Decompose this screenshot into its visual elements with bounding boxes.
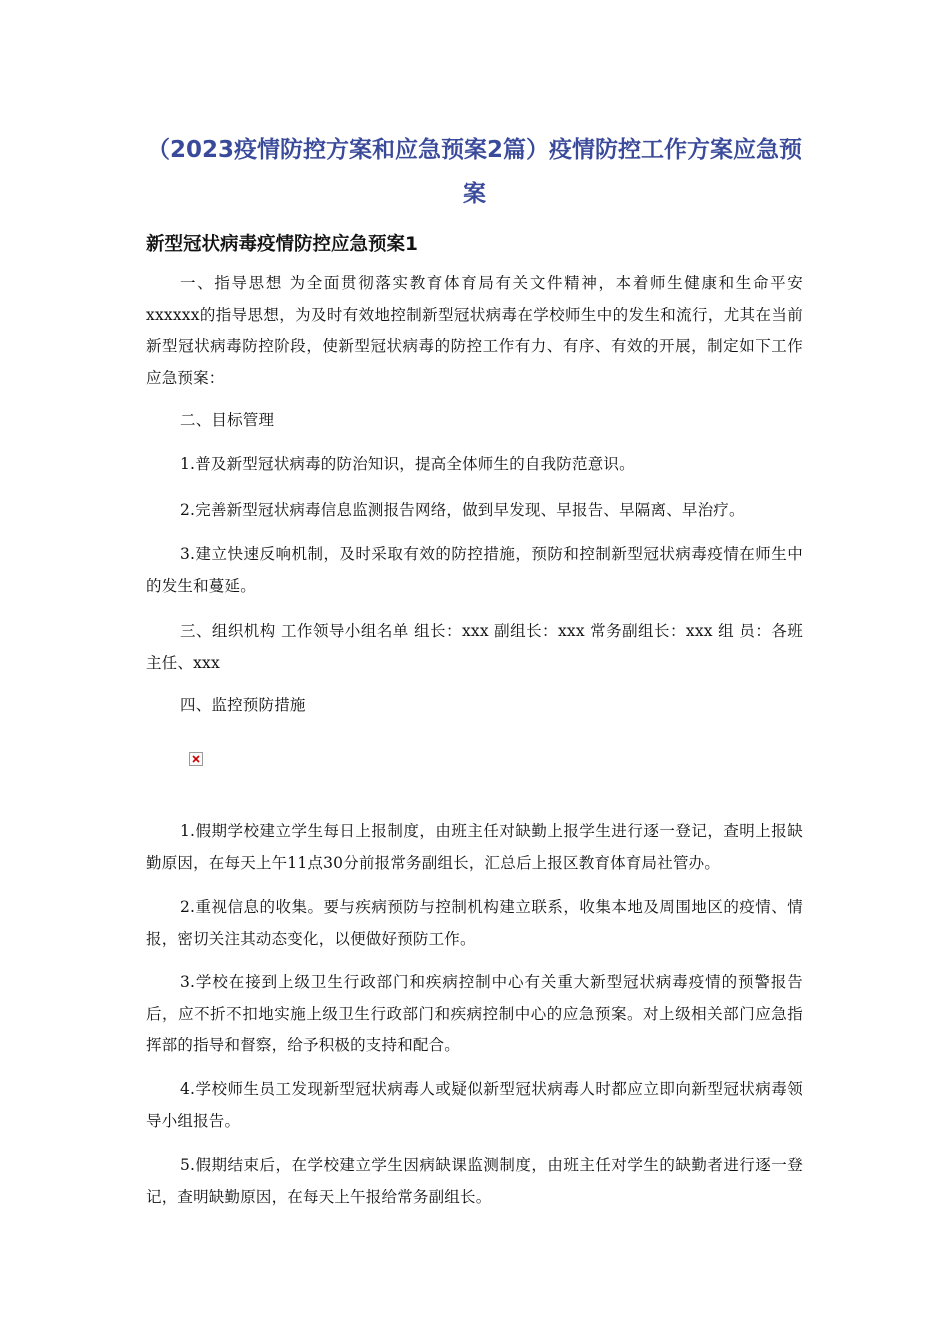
paragraph-measure-2: 2.重视信息的收集。要与疾病预防与控制机构建立联系，收集本地及周围地区的疫情、情报，密切关注其动态变化，以便做好预防工作。 bbox=[146, 898, 803, 948]
broken-image-icon bbox=[189, 752, 203, 766]
paragraph-organization: 三、组织机构 工作领导小组名单 组长：xxx 副组长：xxx 常务副组长：xxx 组 员：各班主任、xxx bbox=[146, 622, 803, 672]
section-heading: 新型冠状病毒疫情防控应急预案1 bbox=[146, 234, 418, 255]
paragraph-measure-4: 4.学校师生员工发现新型冠状病毒人或疑似新型冠状病毒人时都应立即向新型冠状病毒领导小组报告。 bbox=[146, 1080, 803, 1130]
paragraph-monitoring-heading: 四、监控预防措施 bbox=[180, 696, 306, 714]
paragraph-measure-1: 1.假期学校建立学生每日上报制度，由班主任对缺勤上报学生进行逐一登记，查明上报缺勤原因，在每天上午11点30分前报常务副组长，汇总后上报区教育体育局社管办。 bbox=[146, 822, 803, 872]
paragraph-target-item-1: 1.普及新型冠状病毒的防治知识，提高全体师生的自我防范意识。 bbox=[180, 455, 635, 473]
paragraph-measure-3: 3.学校在接到上级卫生行政部门和疾病控制中心有关重大新型冠状病毒疫情的预警报告后，应不折不扣地实施上级卫生行政部门和疾病控制中心的应急预案。对上级相关部门应急指挥部的指导和督察，给予积极的支持和配合。 bbox=[146, 973, 803, 1054]
paragraph-measure-5: 5.假期结束后，在学校建立学生因病缺课监测制度，由班主任对学生的缺勤者进行逐一登记，查明缺勤原因，在每天上午报给常务副组长。 bbox=[146, 1156, 803, 1206]
paragraph-target-item-3: 3.建立快速反响机制，及时采取有效的防控措施，预防和控制新型冠状病毒疫情在师生中的发生和蔓延。 bbox=[146, 545, 803, 595]
document-title: （2023疫情防控方案和应急预案2篇）疫情防控工作方案应急预案 bbox=[146, 137, 803, 207]
paragraph-target-item-2: 2.完善新型冠状病毒信息监测报告网络，做到早发现、早报告、早隔离、早治疗。 bbox=[180, 501, 745, 519]
paragraph-target-management: 二、目标管理 bbox=[180, 411, 275, 429]
paragraph-guiding-ideology: 一、指导思想 为全面贯彻落实教育体育局有关文件精神，本着师生健康和生命平安xxxxxx的指导思想，为及时有效地控制新型冠状病毒在学校师生中的发生和流行，尤其在当前新型冠状病毒防控阶段，使新型冠状病毒的防控工作有力、有序、有效的开展，制定如下工作应急预案： bbox=[146, 274, 803, 387]
